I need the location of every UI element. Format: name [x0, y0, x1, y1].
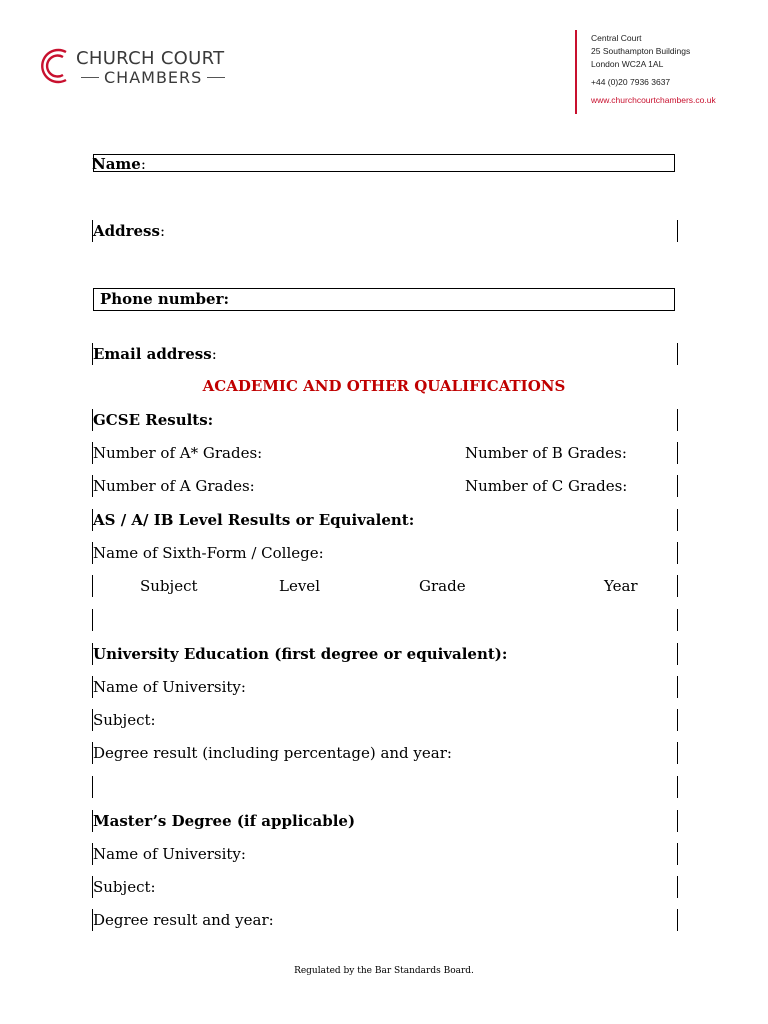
- address-label: Address: [93, 222, 160, 240]
- gcse-row-a-c[interactable]: [92, 475, 678, 497]
- phone-label: Phone number:: [100, 290, 230, 308]
- logo-text-chambers-wrap: [76, 68, 230, 87]
- alevel-entry-row[interactable]: [92, 609, 678, 631]
- alevel-college-row[interactable]: [92, 542, 678, 564]
- email-label: Email address: [93, 345, 212, 363]
- logo-dash-right: [207, 77, 225, 78]
- masters-subject-row[interactable]: [92, 876, 678, 898]
- alevel-title: AS / A/ IB Level Results or Equivalent:: [93, 511, 415, 529]
- name-label: Name: [92, 155, 141, 173]
- gcse-astar-label: Number of A* Grades:: [93, 444, 263, 462]
- phone-number: +44 (0)20 7936 3637: [591, 77, 671, 87]
- logo-c-mark-icon: [36, 46, 72, 86]
- logo-dash-left: [81, 77, 99, 78]
- masters-title: Master’s Degree (if applicable): [93, 812, 356, 830]
- university-result-label: Degree result (including percentage) and year:: [93, 744, 452, 762]
- alevel-title-row: [92, 509, 678, 531]
- university-subject-row[interactable]: [92, 709, 678, 731]
- address-field[interactable]: Address:: [92, 220, 678, 242]
- column-year: Year: [604, 577, 638, 595]
- name-field[interactable]: Name:: [92, 155, 146, 173]
- email-field[interactable]: Email address:: [92, 343, 678, 365]
- phone-field[interactable]: [92, 288, 676, 310]
- website-link[interactable]: www.churchcourtchambers.co.uk: [591, 95, 716, 105]
- column-grade: Grade: [419, 577, 466, 595]
- gcse-title: GCSE Results:: [93, 411, 214, 429]
- section-heading-qualifications: ACADEMIC AND OTHER QUALIFICATIONS: [202, 377, 566, 395]
- masters-subject-label: Subject:: [93, 878, 156, 896]
- university-title: University Education (first degree or equivalent):: [93, 645, 508, 663]
- header-divider: [575, 30, 577, 114]
- alevel-college-label: Name of Sixth-Form / College:: [93, 544, 324, 562]
- masters-result-label: Degree result and year:: [93, 911, 274, 929]
- church-court-logo: [36, 46, 236, 90]
- address-line-2: 25 Southampton Buildings: [591, 46, 691, 56]
- university-subject-label: Subject:: [93, 711, 156, 729]
- address-line-1: Central Court: [591, 33, 642, 43]
- university-title-row: [92, 643, 678, 665]
- masters-name-label: Name of University:: [93, 845, 246, 863]
- contact-block: [591, 32, 716, 107]
- gcse-c-label: Number of C Grades:: [465, 477, 628, 495]
- gcse-a-label: Number of A Grades:: [93, 477, 255, 495]
- masters-name-row[interactable]: [92, 843, 678, 865]
- masters-result-row[interactable]: [92, 909, 678, 931]
- university-name-row[interactable]: [92, 676, 678, 698]
- address-line-3: London WC2A 1AL: [591, 59, 664, 69]
- university-name-label: Name of University:: [93, 678, 246, 696]
- column-level: Level: [279, 577, 320, 595]
- university-entry-row[interactable]: [92, 776, 678, 798]
- logo-text-church-court: CHURCH COURT: [76, 48, 225, 69]
- university-result-row[interactable]: [92, 742, 678, 764]
- gcse-b-label: Number of B Grades:: [465, 444, 627, 462]
- column-subject: Subject: [140, 577, 198, 595]
- alevel-columns-row: [92, 575, 678, 597]
- gcse-title-row: [92, 409, 678, 431]
- masters-title-row: [92, 810, 678, 832]
- footer-regulation: Regulated by the Bar Standards Board.: [294, 966, 474, 976]
- gcse-row-astar-b[interactable]: [92, 442, 678, 464]
- logo-text-chambers: CHAMBERS: [104, 68, 203, 87]
